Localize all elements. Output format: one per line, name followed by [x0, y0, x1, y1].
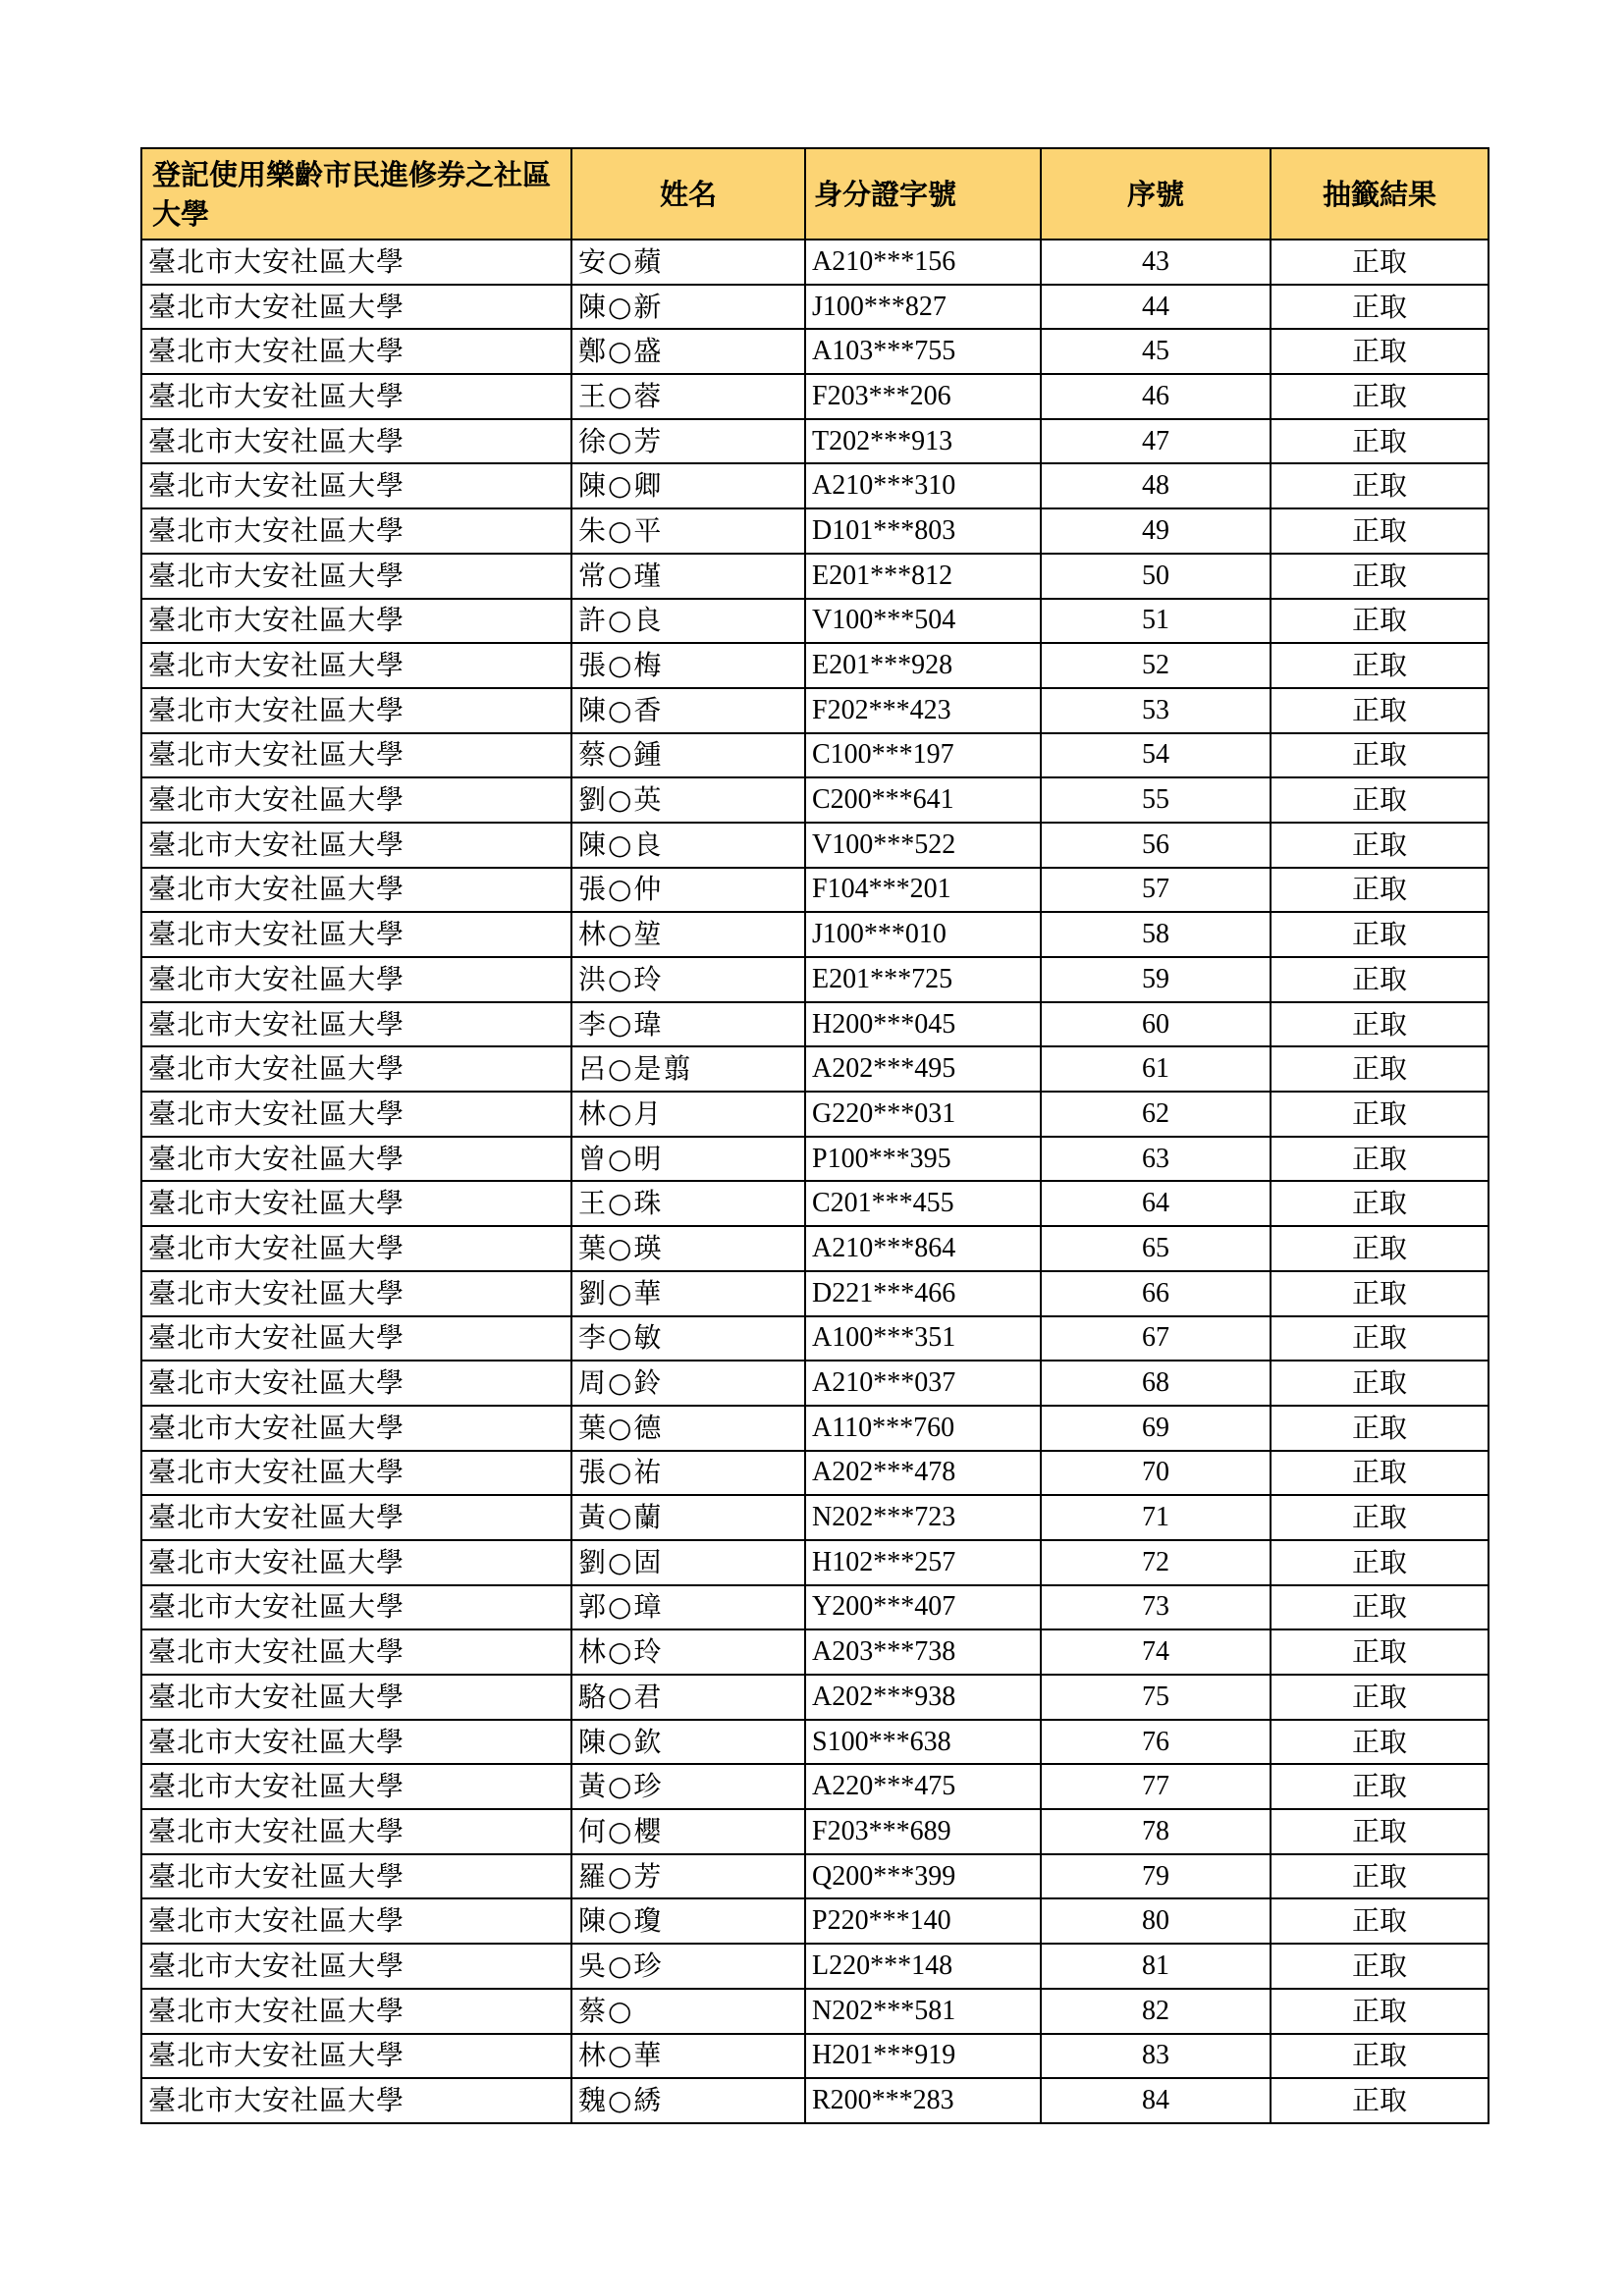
cell-lottery-result: 正取: [1271, 1898, 1489, 1944]
cell-sequence: 61: [1041, 1046, 1271, 1092]
table-row: [141, 240, 1489, 285]
cell-id-number: V100***522: [805, 823, 1041, 868]
cell-name: 陳○欽: [571, 1720, 805, 1765]
cell-name: 王○蓉: [571, 374, 805, 419]
header-row: [141, 148, 1489, 240]
cell-lottery-result: 正取: [1271, 733, 1489, 778]
cell-id-number: A210***310: [805, 463, 1041, 508]
cell-name: 張○祐: [571, 1451, 805, 1496]
cell-lottery-result: 正取: [1271, 823, 1489, 868]
cell-lottery-result: 正取: [1271, 1451, 1489, 1496]
table-row: [141, 1137, 1489, 1182]
cell-sequence: 56: [1041, 823, 1271, 868]
cell-id-number: A100***351: [805, 1316, 1041, 1362]
cell-school: 臺北市大安社區大學: [141, 1316, 571, 1362]
cell-sequence: 47: [1041, 419, 1271, 464]
cell-id-number: C201***455: [805, 1181, 1041, 1226]
cell-lottery-result: 正取: [1271, 1540, 1489, 1585]
cell-lottery-result: 正取: [1271, 688, 1489, 733]
cell-id-number: A203***738: [805, 1629, 1041, 1675]
cell-sequence: 45: [1041, 329, 1271, 374]
cell-id-number: E201***725: [805, 957, 1041, 1002]
cell-sequence: 53: [1041, 688, 1271, 733]
cell-lottery-result: 正取: [1271, 957, 1489, 1002]
table-row: [141, 285, 1489, 330]
table-row: [141, 1585, 1489, 1630]
cell-name: 張○梅: [571, 643, 805, 688]
cell-sequence: 72: [1041, 1540, 1271, 1585]
lottery-results-table: [140, 147, 1489, 2124]
cell-school: 臺北市大安社區大學: [141, 374, 571, 419]
cell-school: 臺北市大安社區大學: [141, 1226, 571, 1271]
cell-name: 羅○芳: [571, 1854, 805, 1899]
table-row: [141, 1495, 1489, 1540]
cell-sequence: 77: [1041, 1764, 1271, 1809]
cell-id-number: J100***827: [805, 285, 1041, 330]
cell-id-number: F203***689: [805, 1809, 1041, 1854]
cell-id-number: D101***803: [805, 508, 1041, 554]
cell-lottery-result: 正取: [1271, 912, 1489, 957]
cell-id-number: S100***638: [805, 1720, 1041, 1765]
cell-name: 蔡○鍾: [571, 733, 805, 778]
table-row: [141, 777, 1489, 823]
cell-school: 臺北市大安社區大學: [141, 1854, 571, 1899]
cell-name: 蔡○: [571, 1989, 805, 2034]
cell-sequence: 71: [1041, 1495, 1271, 1540]
cell-lottery-result: 正取: [1271, 1629, 1489, 1675]
table-row: [141, 1406, 1489, 1451]
cell-id-number: A210***156: [805, 240, 1041, 285]
table-row: [141, 1944, 1489, 1989]
cell-lottery-result: 正取: [1271, 2078, 1489, 2123]
cell-lottery-result: 正取: [1271, 643, 1489, 688]
cell-school: 臺北市大安社區大學: [141, 1675, 571, 1720]
cell-school: 臺北市大安社區大學: [141, 1137, 571, 1182]
cell-school: 臺北市大安社區大學: [141, 912, 571, 957]
cell-id-number: N202***581: [805, 1989, 1041, 2034]
cell-lottery-result: 正取: [1271, 1720, 1489, 1765]
cell-school: 臺北市大安社區大學: [141, 2034, 571, 2079]
cell-name: 魏○綉: [571, 2078, 805, 2123]
cell-id-number: F202***423: [805, 688, 1041, 733]
table-row: [141, 1451, 1489, 1496]
cell-sequence: 75: [1041, 1675, 1271, 1720]
cell-lottery-result: 正取: [1271, 374, 1489, 419]
cell-id-number: F104***201: [805, 868, 1041, 913]
cell-id-number: N202***723: [805, 1495, 1041, 1540]
cell-name: 林○堃: [571, 912, 805, 957]
cell-lottery-result: 正取: [1271, 1989, 1489, 2034]
header-sequence: 序號: [1041, 148, 1271, 240]
cell-school: 臺北市大安社區大學: [141, 688, 571, 733]
cell-sequence: 78: [1041, 1809, 1271, 1854]
cell-school: 臺北市大安社區大學: [141, 1540, 571, 1585]
cell-name: 鄭○盛: [571, 329, 805, 374]
cell-school: 臺北市大安社區大學: [141, 1361, 571, 1406]
cell-school: 臺北市大安社區大學: [141, 1764, 571, 1809]
table-row: [141, 1540, 1489, 1585]
table-row: [141, 329, 1489, 374]
cell-lottery-result: 正取: [1271, 1585, 1489, 1630]
cell-lottery-result: 正取: [1271, 554, 1489, 599]
cell-name: 許○良: [571, 599, 805, 644]
cell-id-number: A202***495: [805, 1046, 1041, 1092]
cell-school: 臺北市大安社區大學: [141, 419, 571, 464]
table-row: [141, 1092, 1489, 1137]
cell-name: 王○珠: [571, 1181, 805, 1226]
table-row: [141, 374, 1489, 419]
cell-lottery-result: 正取: [1271, 1092, 1489, 1137]
cell-sequence: 70: [1041, 1451, 1271, 1496]
cell-school: 臺北市大安社區大學: [141, 957, 571, 1002]
table-row: [141, 1629, 1489, 1675]
table-row: [141, 823, 1489, 868]
cell-lottery-result: 正取: [1271, 1675, 1489, 1720]
table-row: [141, 1809, 1489, 1854]
cell-name: 張○仲: [571, 868, 805, 913]
cell-lottery-result: 正取: [1271, 508, 1489, 554]
cell-school: 臺北市大安社區大學: [141, 2078, 571, 2123]
cell-lottery-result: 正取: [1271, 285, 1489, 330]
cell-lottery-result: 正取: [1271, 1361, 1489, 1406]
table-row: [141, 1361, 1489, 1406]
cell-sequence: 52: [1041, 643, 1271, 688]
cell-school: 臺北市大安社區大學: [141, 329, 571, 374]
cell-school: 臺北市大安社區大學: [141, 1944, 571, 1989]
cell-id-number: H200***045: [805, 1002, 1041, 1047]
cell-id-number: A202***938: [805, 1675, 1041, 1720]
cell-name: 黃○蘭: [571, 1495, 805, 1540]
cell-name: 吳○珍: [571, 1944, 805, 1989]
table-row: [141, 508, 1489, 554]
cell-school: 臺北市大安社區大學: [141, 1809, 571, 1854]
cell-lottery-result: 正取: [1271, 463, 1489, 508]
table-row: [141, 1226, 1489, 1271]
cell-sequence: 60: [1041, 1002, 1271, 1047]
cell-lottery-result: 正取: [1271, 1271, 1489, 1316]
cell-sequence: 84: [1041, 2078, 1271, 2123]
cell-name: 葉○瑛: [571, 1226, 805, 1271]
cell-name: 郭○璋: [571, 1585, 805, 1630]
cell-school: 臺北市大安社區大學: [141, 554, 571, 599]
cell-name: 朱○平: [571, 508, 805, 554]
cell-lottery-result: 正取: [1271, 599, 1489, 644]
table-row: [141, 1271, 1489, 1316]
cell-school: 臺北市大安社區大學: [141, 1898, 571, 1944]
cell-school: 臺北市大安社區大學: [141, 240, 571, 285]
cell-lottery-result: 正取: [1271, 1854, 1489, 1899]
cell-id-number: A103***755: [805, 329, 1041, 374]
header-id-number: 身分證字號: [805, 148, 1041, 240]
cell-lottery-result: 正取: [1271, 419, 1489, 464]
cell-sequence: 59: [1041, 957, 1271, 1002]
cell-sequence: 48: [1041, 463, 1271, 508]
cell-lottery-result: 正取: [1271, 777, 1489, 823]
cell-lottery-result: 正取: [1271, 1944, 1489, 1989]
cell-school: 臺北市大安社區大學: [141, 823, 571, 868]
cell-lottery-result: 正取: [1271, 240, 1489, 285]
cell-id-number: A210***037: [805, 1361, 1041, 1406]
cell-lottery-result: 正取: [1271, 868, 1489, 913]
table-row: [141, 1720, 1489, 1765]
cell-sequence: 64: [1041, 1181, 1271, 1226]
cell-id-number: A220***475: [805, 1764, 1041, 1809]
cell-name: 黃○珍: [571, 1764, 805, 1809]
table-row: [141, 1764, 1489, 1809]
cell-sequence: 82: [1041, 1989, 1271, 2034]
table-row: [141, 957, 1489, 1002]
cell-sequence: 69: [1041, 1406, 1271, 1451]
cell-school: 臺北市大安社區大學: [141, 463, 571, 508]
cell-lottery-result: 正取: [1271, 329, 1489, 374]
cell-id-number: D221***466: [805, 1271, 1041, 1316]
cell-id-number: Y200***407: [805, 1585, 1041, 1630]
cell-sequence: 62: [1041, 1092, 1271, 1137]
cell-school: 臺北市大安社區大學: [141, 285, 571, 330]
cell-sequence: 68: [1041, 1361, 1271, 1406]
table-row: [141, 1898, 1489, 1944]
cell-id-number: F203***206: [805, 374, 1041, 419]
table-row: [141, 733, 1489, 778]
table-row: [141, 912, 1489, 957]
table-header: [141, 148, 1489, 240]
table-row: [141, 1181, 1489, 1226]
cell-name: 劉○英: [571, 777, 805, 823]
cell-id-number: V100***504: [805, 599, 1041, 644]
cell-school: 臺北市大安社區大學: [141, 1495, 571, 1540]
table-row: [141, 1854, 1489, 1899]
cell-id-number: R200***283: [805, 2078, 1041, 2123]
cell-sequence: 50: [1041, 554, 1271, 599]
cell-name: 周○鈴: [571, 1361, 805, 1406]
cell-sequence: 51: [1041, 599, 1271, 644]
table-row: [141, 1675, 1489, 1720]
table-row: [141, 1989, 1489, 2034]
table-row: [141, 1002, 1489, 1047]
cell-id-number: J100***010: [805, 912, 1041, 957]
cell-id-number: C200***641: [805, 777, 1041, 823]
cell-lottery-result: 正取: [1271, 1226, 1489, 1271]
cell-lottery-result: 正取: [1271, 1764, 1489, 1809]
cell-sequence: 81: [1041, 1944, 1271, 1989]
header-school: 登記使用樂齡市民進修券之社區大學: [141, 148, 571, 240]
cell-sequence: 80: [1041, 1898, 1271, 1944]
cell-school: 臺北市大安社區大學: [141, 733, 571, 778]
cell-sequence: 83: [1041, 2034, 1271, 2079]
cell-id-number: T202***913: [805, 419, 1041, 464]
cell-id-number: A110***760: [805, 1406, 1041, 1451]
cell-name: 安○蘋: [571, 240, 805, 285]
cell-school: 臺北市大安社區大學: [141, 868, 571, 913]
cell-sequence: 49: [1041, 508, 1271, 554]
table-row: [141, 688, 1489, 733]
cell-lottery-result: 正取: [1271, 1181, 1489, 1226]
cell-lottery-result: 正取: [1271, 1316, 1489, 1362]
table-row: [141, 2034, 1489, 2079]
table-row: [141, 419, 1489, 464]
cell-school: 臺北市大安社區大學: [141, 777, 571, 823]
cell-sequence: 43: [1041, 240, 1271, 285]
cell-sequence: 44: [1041, 285, 1271, 330]
cell-id-number: A202***478: [805, 1451, 1041, 1496]
cell-sequence: 73: [1041, 1585, 1271, 1630]
cell-sequence: 79: [1041, 1854, 1271, 1899]
cell-sequence: 67: [1041, 1316, 1271, 1362]
table-row: [141, 1316, 1489, 1362]
cell-name: 洪○玲: [571, 957, 805, 1002]
cell-name: 林○玲: [571, 1629, 805, 1675]
cell-sequence: 66: [1041, 1271, 1271, 1316]
cell-id-number: E201***928: [805, 643, 1041, 688]
cell-school: 臺北市大安社區大學: [141, 1092, 571, 1137]
cell-id-number: C100***197: [805, 733, 1041, 778]
cell-lottery-result: 正取: [1271, 1002, 1489, 1047]
cell-sequence: 74: [1041, 1629, 1271, 1675]
cell-name: 呂○是翦: [571, 1046, 805, 1092]
table-row: [141, 2078, 1489, 2123]
cell-name: 駱○君: [571, 1675, 805, 1720]
cell-name: 何○櫻: [571, 1809, 805, 1854]
cell-name: 徐○芳: [571, 419, 805, 464]
cell-sequence: 76: [1041, 1720, 1271, 1765]
cell-name: 李○敏: [571, 1316, 805, 1362]
cell-id-number: A210***864: [805, 1226, 1041, 1271]
cell-name: 曾○明: [571, 1137, 805, 1182]
cell-name: 常○瑾: [571, 554, 805, 599]
cell-name: 劉○華: [571, 1271, 805, 1316]
cell-id-number: H201***919: [805, 2034, 1041, 2079]
cell-school: 臺北市大安社區大學: [141, 1720, 571, 1765]
table-row: [141, 599, 1489, 644]
cell-sequence: 65: [1041, 1226, 1271, 1271]
cell-id-number: P220***140: [805, 1898, 1041, 1944]
cell-school: 臺北市大安社區大學: [141, 1181, 571, 1226]
cell-lottery-result: 正取: [1271, 2034, 1489, 2079]
cell-name: 陳○新: [571, 285, 805, 330]
cell-school: 臺北市大安社區大學: [141, 1271, 571, 1316]
cell-id-number: L220***148: [805, 1944, 1041, 1989]
cell-id-number: E201***812: [805, 554, 1041, 599]
header-name: 姓名: [571, 148, 805, 240]
cell-school: 臺北市大安社區大學: [141, 1629, 571, 1675]
table-row: [141, 868, 1489, 913]
table-row: [141, 1046, 1489, 1092]
cell-name: 李○瑋: [571, 1002, 805, 1047]
cell-name: 葉○德: [571, 1406, 805, 1451]
cell-lottery-result: 正取: [1271, 1809, 1489, 1854]
cell-sequence: 63: [1041, 1137, 1271, 1182]
cell-school: 臺北市大安社區大學: [141, 599, 571, 644]
cell-sequence: 54: [1041, 733, 1271, 778]
cell-school: 臺北市大安社區大學: [141, 1002, 571, 1047]
cell-sequence: 55: [1041, 777, 1271, 823]
table-row: [141, 463, 1489, 508]
header-lottery-result: 抽籤結果: [1271, 148, 1489, 240]
cell-school: 臺北市大安社區大學: [141, 1989, 571, 2034]
cell-school: 臺北市大安社區大學: [141, 1046, 571, 1092]
cell-lottery-result: 正取: [1271, 1495, 1489, 1540]
cell-sequence: 46: [1041, 374, 1271, 419]
cell-sequence: 58: [1041, 912, 1271, 957]
table-body: [141, 240, 1489, 2123]
cell-id-number: Q200***399: [805, 1854, 1041, 1899]
cell-school: 臺北市大安社區大學: [141, 1451, 571, 1496]
cell-name: 陳○卿: [571, 463, 805, 508]
cell-id-number: G220***031: [805, 1092, 1041, 1137]
table-row: [141, 643, 1489, 688]
cell-lottery-result: 正取: [1271, 1046, 1489, 1092]
cell-school: 臺北市大安社區大學: [141, 1585, 571, 1630]
cell-school: 臺北市大安社區大學: [141, 643, 571, 688]
table-row: [141, 554, 1489, 599]
cell-lottery-result: 正取: [1271, 1406, 1489, 1451]
cell-sequence: 57: [1041, 868, 1271, 913]
cell-lottery-result: 正取: [1271, 1137, 1489, 1182]
cell-name: 陳○良: [571, 823, 805, 868]
cell-name: 陳○香: [571, 688, 805, 733]
cell-name: 林○月: [571, 1092, 805, 1137]
cell-name: 劉○固: [571, 1540, 805, 1585]
cell-id-number: H102***257: [805, 1540, 1041, 1585]
cell-school: 臺北市大安社區大學: [141, 508, 571, 554]
cell-name: 林○華: [571, 2034, 805, 2079]
cell-school: 臺北市大安社區大學: [141, 1406, 571, 1451]
cell-name: 陳○瓊: [571, 1898, 805, 1944]
cell-id-number: P100***395: [805, 1137, 1041, 1182]
